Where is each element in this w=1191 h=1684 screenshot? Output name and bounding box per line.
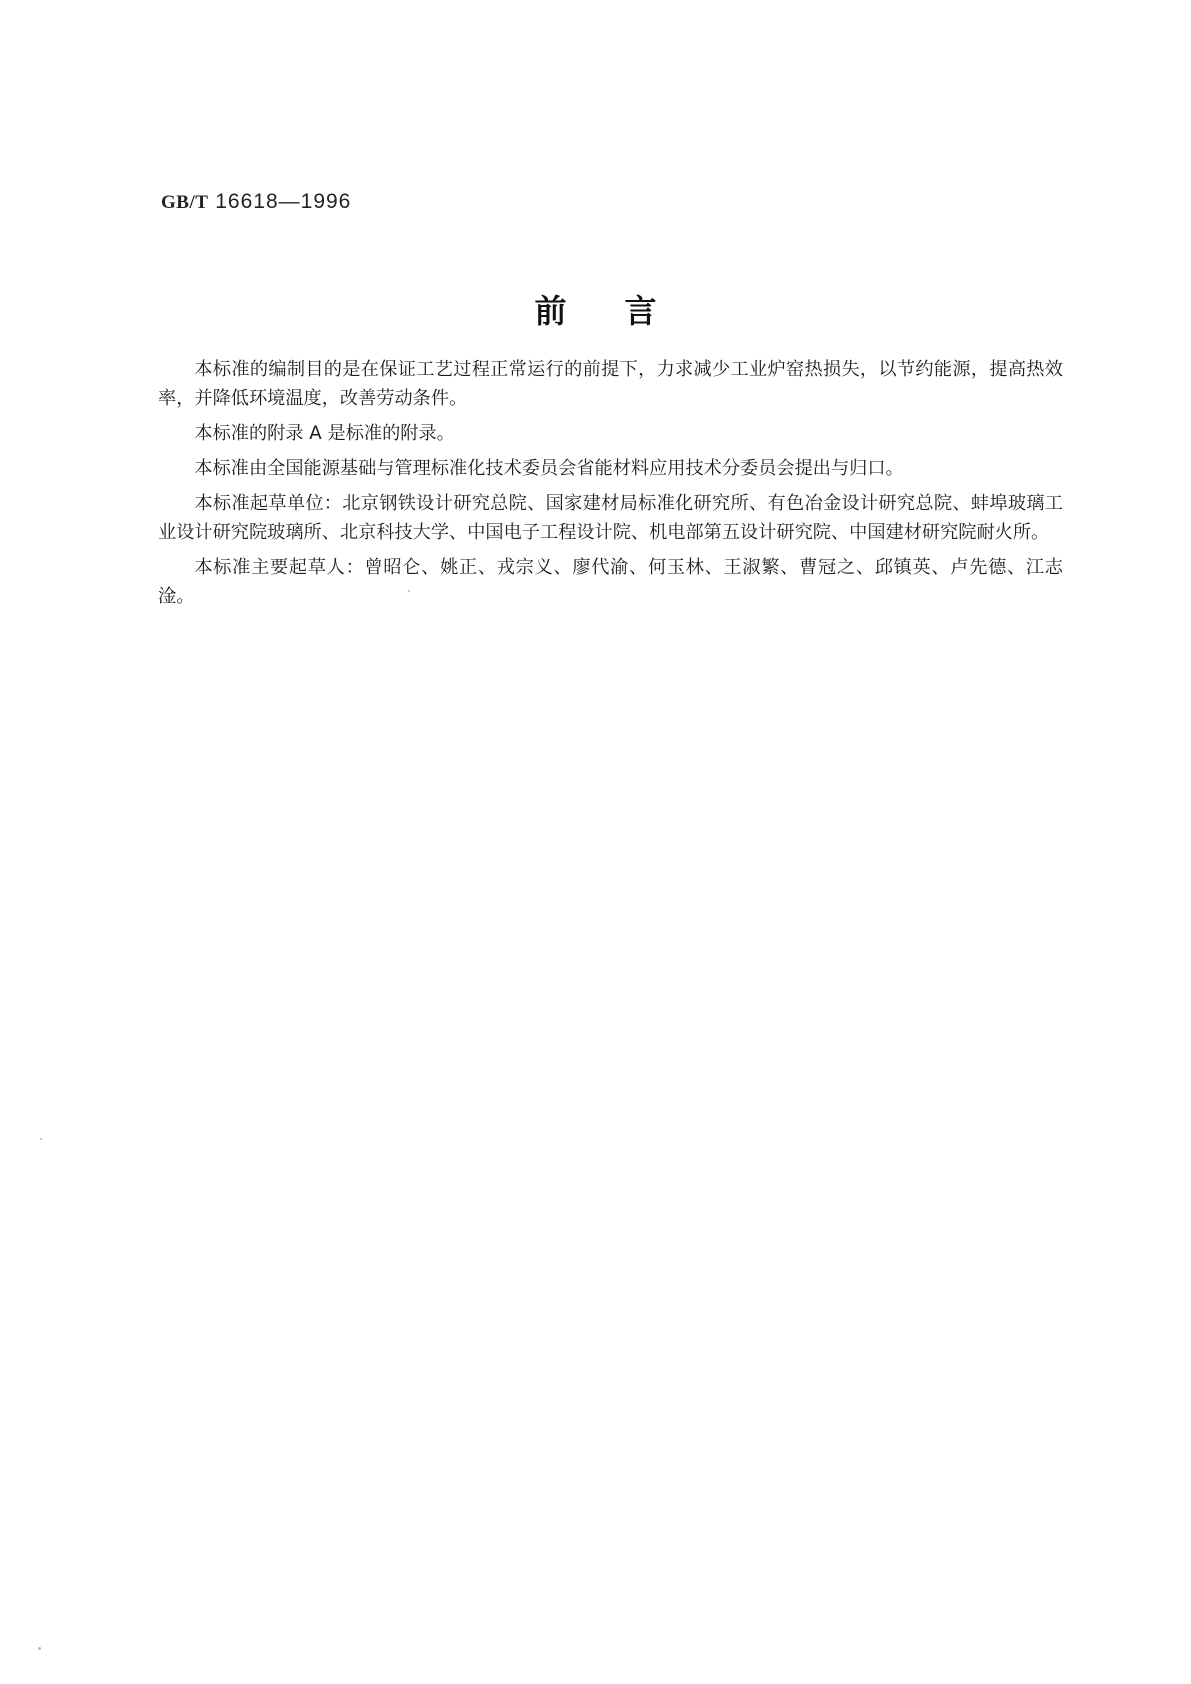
paragraph-purpose: 本标准的编制目的是在保证工艺过程正常运行的前提下，力求减少工业炉窑热损失，以节约能源，提高热效率，并降低环境温度，改善劳动条件。 xyxy=(158,359,1063,409)
standard-code xyxy=(161,190,351,214)
paragraph-appendix: 本标准的附录 A 是标准的附录。 xyxy=(194,423,455,444)
standard-number: 16618—1996 xyxy=(215,190,352,213)
paragraph-drafters: 本标准主要起草人：曾昭仑、姚正、戎宗义、廖代渝、何玉林、王淑繁、曹冠之、邱镇英、卢先德、江志淦。 xyxy=(158,557,1063,607)
scan-speck xyxy=(38,1647,41,1650)
page-title: 前言 xyxy=(534,292,715,330)
scan-speck xyxy=(40,1138,42,1140)
standard-prefix: GB/T xyxy=(161,192,209,213)
foreword-body xyxy=(158,355,1063,617)
scan-speck xyxy=(408,590,410,592)
paragraph-proposer: 本标准由全国能源基础与管理标准化技术委员会省能材料应用技术分委员会提出与归口。 xyxy=(194,458,904,479)
paragraph-drafting-units: 本标准起草单位：北京钢铁设计研究总院、国家建材局标准化研究所、有色冶金设计研究总院、蚌埠玻璃工业设计研究院玻璃所、北京科技大学、中国电子工程设计院、机电部第五设计研究院、中国建材研究院耐火所。 xyxy=(158,493,1063,543)
